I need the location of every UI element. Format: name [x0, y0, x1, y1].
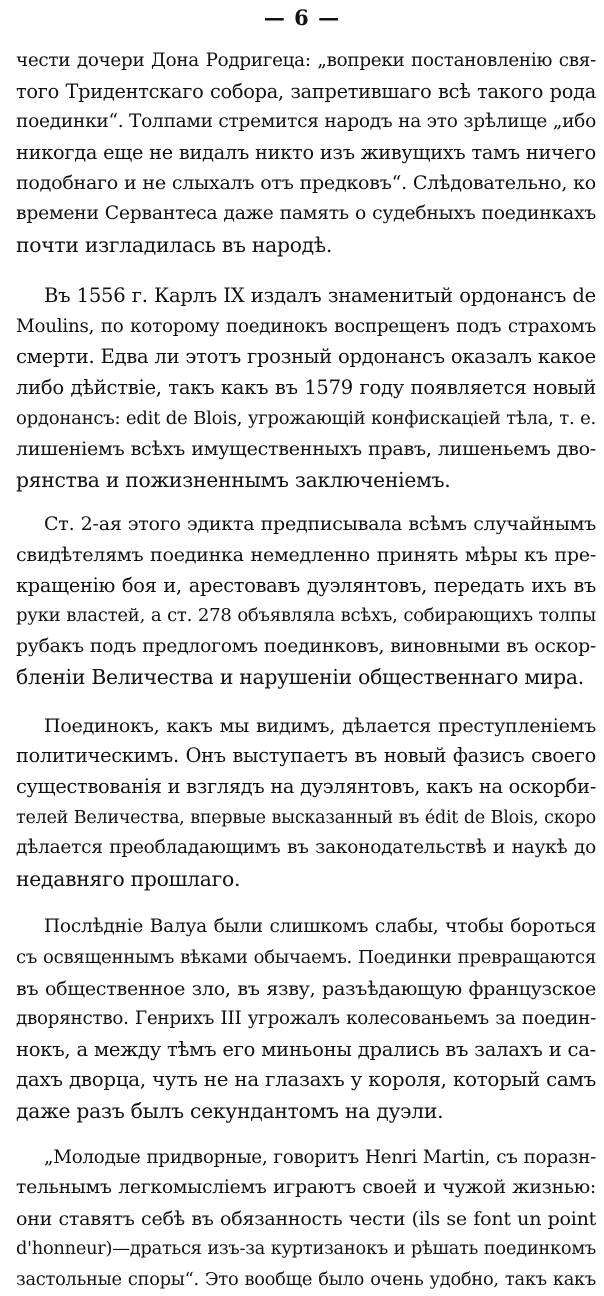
text-line: почти изгладилась въ народѣ.: [16, 232, 333, 257]
text-line: Послѣднiе Валуа были слишкомъ слабы, чтобы бороться: [44, 916, 596, 938]
text-line: поединки“. Толпами стремится народъ на это зрѣлище „ибо: [16, 111, 596, 133]
paragraph-4: [0, 711, 604, 895]
text-line: дворянство. Генрихъ III угрожалъ колесованьемъ за поедин-: [16, 1008, 596, 1030]
text-line: свидѣтелямъ поединка немедленно принять мѣры къ пре-: [16, 543, 596, 566]
text-line: тельнымъ легкомыслiемъ играютъ своей и чужой жизнью:: [16, 1177, 596, 1199]
text-line: они ставятъ себѣ въ обязанность чести (ils se font un point: [16, 1207, 596, 1230]
text-line: лишенiемъ всѣхъ имущественныхъ правъ, лишеньемъ дво-: [16, 438, 596, 461]
paragraph-6: [0, 1143, 604, 1296]
paragraph-gap: [0, 894, 604, 912]
text-line: Moulins, по которому поединокъ воспрещенъ подъ страхомъ: [16, 315, 596, 337]
text-line: телей Величества, впервые высказанный въ édit de Blois, скоро: [16, 807, 596, 828]
page-number: — 6 —: [263, 5, 341, 30]
text-line: дахъ дворца, чуть не на глазахъ у короля, который самъ: [16, 1068, 596, 1092]
text-line: бленiи Величества и нарушенiи общественнаго мира.: [16, 665, 584, 690]
paragraph-gap: [0, 260, 604, 281]
text-line: Поединокъ, какъ мы видимъ, дѣлается преступленiемъ: [44, 714, 596, 737]
text-line: дѣлается преобладающимъ въ законодательствѣ и наукѣ до: [16, 837, 596, 859]
text-line: рубакъ подъ предлогомъ поединковъ, виновными въ оскор-: [16, 635, 596, 657]
paragraph-3: [0, 509, 604, 693]
text-line: никогда еще не видалъ никто изъ живущихъ тамъ ничего: [16, 140, 596, 164]
paragraph-2: [0, 281, 604, 495]
text-line: „Молодые придворные, говоритъ Henri Martin, съ поразн-: [44, 1146, 596, 1168]
text-line: рянства и пожизненнымъ заключенiемъ.: [16, 467, 451, 492]
text-line: Ст. 2-ая этого эдикта предписывала всѣмъ случайнымъ: [44, 513, 596, 536]
text-line: съ освященнымъ вѣками обычаемъ. Поединки превращаются: [16, 947, 596, 969]
text-line: руки властей, а ст. 278 объявляла всѣхъ, собирающихъ толпы: [16, 605, 596, 627]
text-line: нокъ, а между тѣмъ его миньоны дрались въ залахъ и са-: [16, 1037, 596, 1061]
paragraph-gap: [0, 1127, 604, 1143]
text-line: Въ 1556 г. Карлъ IX издалъ знаменитый ордонансъ de: [44, 284, 596, 308]
text-line: ордонансъ: edit de Blois, угрожающiй конфискацiей тѣла, т. е.: [16, 407, 596, 429]
text-line: смерти. Едва ли этотъ грозный ордонансъ оказалъ какое: [16, 345, 596, 369]
paragraph-1: [0, 46, 604, 260]
text-line: политическимъ. Онъ выступаетъ въ новый фазисъ своего: [16, 744, 596, 768]
paragraph-gap: [0, 495, 604, 509]
text-line: либо дѣйствiе, такъ какъ въ 1579 году появляется новый: [16, 375, 596, 399]
text-line: существованiя и взглядъ на дуэлянтовъ, какъ на оскорби-: [16, 775, 596, 799]
body-text: [0, 46, 604, 1296]
text-line: d'honneur)—драться изъ-за куртизанокъ и рѣшать поединкомъ: [16, 1238, 596, 1260]
paragraph-gap: [0, 693, 604, 711]
text-line: чести дочери Дона Родригеца: „вопреки постановленiю свя-: [16, 50, 596, 71]
text-line: даже разъ былъ секундантомъ на дуэли.: [16, 1099, 444, 1123]
text-line: недавняго прошлаго.: [16, 866, 241, 891]
text-line: въ общественное зло, въ язву, разъѣдающую французское: [16, 977, 596, 1000]
text-line: застольные споры“. Это вообще было очень удобно, такъ какъ: [16, 1268, 596, 1290]
text-line: того Тридентскаго собора, запретившаго всѣ такого рода: [16, 79, 596, 103]
text-line: времени Сервантеса даже память о судебныхъ поединкахъ: [16, 202, 596, 224]
text-line: подобнаго и не слыхалъ отъ предковъ“. Слѣдовательно, ко: [16, 172, 596, 195]
text-line: кращенiю боя и, арестовавъ дуэлянтовъ, передать ихъ въ: [16, 573, 596, 597]
